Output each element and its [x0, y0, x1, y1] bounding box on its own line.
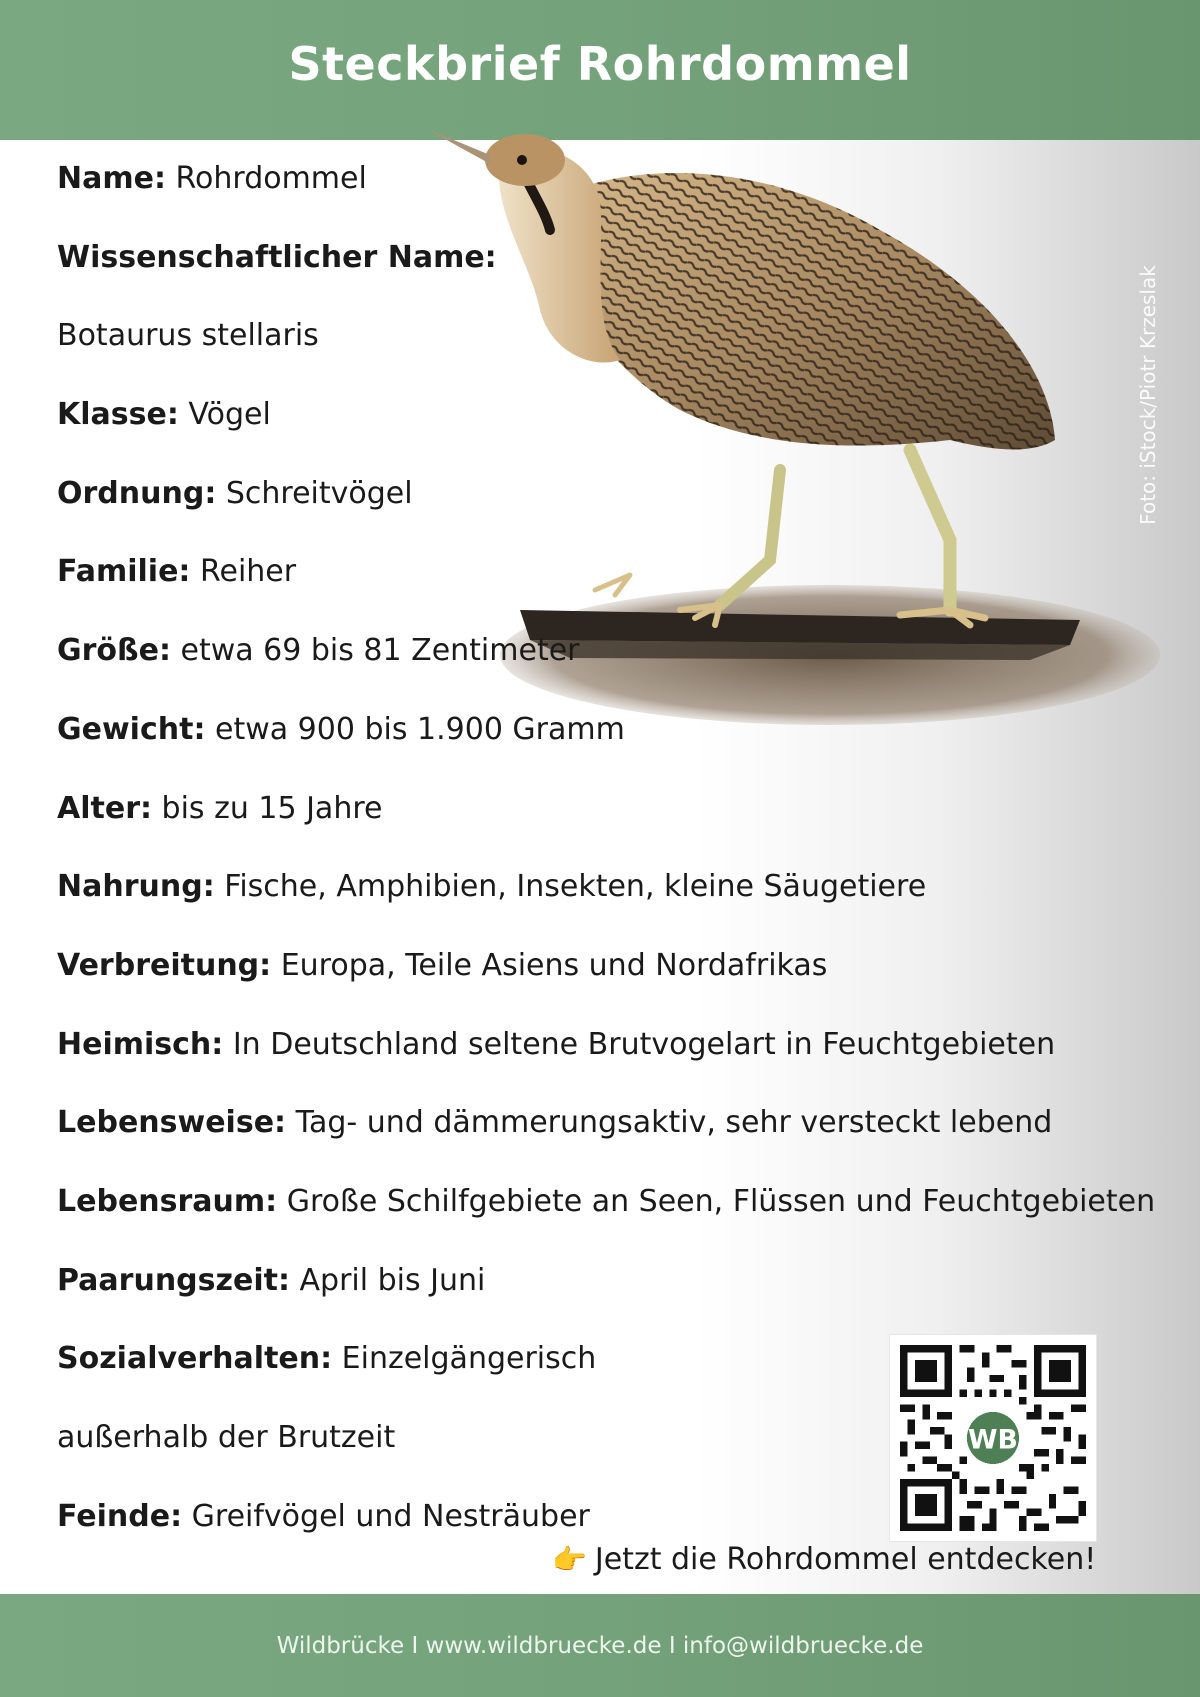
fact-row [57, 312, 1155, 391]
fact-value: Europa, Teile Asiens und Nordafrikas [280, 947, 828, 983]
fact-row [57, 1257, 1155, 1336]
fact-label: Sozialverhalten: [57, 1341, 333, 1377]
fact-label: Ordnung: [57, 475, 217, 511]
fact-label: Lebensweise: [57, 1105, 287, 1141]
fact-value: Einzelgängerisch [341, 1341, 597, 1377]
fact-label: Verbreitung: [57, 947, 272, 983]
fact-label: Klasse: [57, 397, 179, 433]
qr-code-graphic [900, 1345, 1086, 1531]
fact-label: Name: [57, 161, 166, 196]
footer-bar [0, 1594, 1200, 1697]
fact-value: Rohrdommel [175, 161, 367, 196]
fact-row [57, 863, 1155, 942]
fact-row [57, 234, 1155, 313]
fact-value: außerhalb der Brutzeit [57, 1420, 396, 1455]
fact-row [57, 627, 1155, 706]
fact-value: Fische, Amphibien, Insekten, kleine Säugetiere [224, 869, 927, 905]
qr-logo: WB [968, 1424, 1018, 1456]
cta-line[interactable] [552, 1538, 1096, 1582]
fact-value: In Deutschland seltene Brutvogelart in Feuchtgebieten [232, 1026, 1056, 1062]
fact-label: Lebensraum: [57, 1183, 278, 1219]
pointing-hand-icon: 👉 [552, 1543, 587, 1576]
fact-row [57, 1178, 1155, 1257]
fact-row [57, 391, 1155, 470]
fact-label: Feinde: [57, 1498, 183, 1534]
cta-text: Jetzt die Rohrdommel entdecken! [594, 1542, 1097, 1577]
fact-value: bis zu 15 Jahre [161, 790, 383, 826]
fact-row [57, 548, 1155, 627]
qr-code[interactable] [890, 1335, 1096, 1541]
fact-label: Wissenschaftlicher Name: [57, 239, 497, 275]
fact-value: etwa 69 bis 81 Zentimeter [180, 633, 580, 669]
footer-contact: Wildbrücke I www.wildbruecke.de I info@wildbruecke.de [276, 1632, 924, 1659]
fact-label: Paarungszeit: [57, 1262, 290, 1298]
fact-row [57, 1099, 1155, 1178]
fact-row [57, 706, 1155, 785]
header-bar [0, 0, 1200, 140]
page-title: Steckbrief Rohrdommel [288, 37, 912, 91]
fact-value: Schreitvögel [225, 475, 413, 511]
fact-value: Vögel [188, 397, 271, 433]
photo-credit: Foto: iStock/Piotr Krzeslak [1136, 265, 1160, 525]
fact-value: etwa 900 bis 1.900 Gramm [215, 711, 625, 747]
fact-label: Alter: [57, 790, 152, 826]
fact-row [57, 155, 1155, 234]
fact-label: Heimisch: [57, 1026, 224, 1062]
fact-label: Gewicht: [57, 711, 206, 747]
fact-label: Nahrung: [57, 869, 215, 905]
fact-row [57, 1021, 1155, 1100]
fact-value: Greifvögel und Nesträuber [191, 1498, 590, 1534]
fact-label: Größe: [57, 633, 171, 669]
fact-label: Familie: [57, 554, 191, 590]
fact-value: April bis Juni [299, 1262, 486, 1298]
fact-row [57, 785, 1155, 864]
fact-value: Reiher [199, 554, 297, 590]
fact-row [57, 470, 1155, 549]
fact-row [57, 942, 1155, 1021]
fact-value: Tag- und dämmerungsaktiv, sehr versteckt lebend [295, 1105, 1053, 1141]
fact-value: Botaurus stellaris [57, 318, 319, 354]
fact-value: Große Schilfgebiete an Seen, Flüssen und Feuchtgebieten [286, 1183, 1156, 1219]
